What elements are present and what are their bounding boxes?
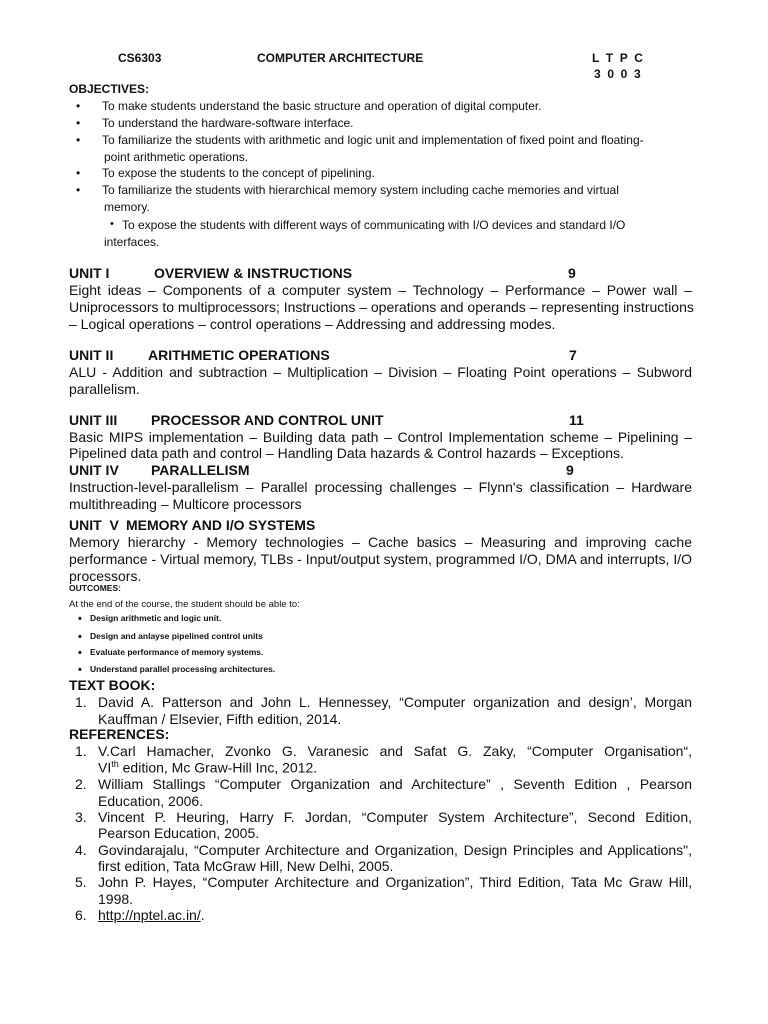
outcomes-heading: OUTCOMES: xyxy=(69,583,121,593)
objective-item: • To familiarize the students with arithmetic and logic unit and implementation of fixed point and floating- xyxy=(102,133,644,147)
reference-line: John P. Hayes, “Computer Architecture and Organization”, Third Edition, Tata Mc Graw Hill, xyxy=(98,874,692,890)
edition-sup: th xyxy=(111,759,119,769)
reference-line: Govindarajalu, “Computer Architecture and Organization, Design Principles and Applications", xyxy=(98,842,692,858)
unit-label: UNIT III xyxy=(69,412,118,428)
objective-item: • To make students understand the basic structure and operation of digital computer. xyxy=(102,99,542,113)
unit-hours: 9 xyxy=(568,265,576,281)
unit-body-line: parallelism. xyxy=(69,381,140,397)
course-code: CS6303 xyxy=(118,51,162,65)
edition-rest: edition, Mc Graw-Hill Inc, 2012. xyxy=(118,759,318,776)
references-heading: REFERENCES: xyxy=(69,726,170,742)
reference-line: first edition, Tata McGraw Hill, New Delhi, 2005. xyxy=(98,858,394,874)
edition-roman: VI xyxy=(98,759,112,776)
reference-line xyxy=(98,759,317,776)
reference-number: 5. xyxy=(75,874,87,890)
reference-line xyxy=(98,907,205,923)
outcome-item: • Design arithmetic and logic unit. xyxy=(90,613,221,623)
course-title: COMPUTER ARCHITECTURE xyxy=(257,51,424,65)
unit-hours: 11 xyxy=(569,412,584,428)
unit-label: UNIT IV xyxy=(69,462,119,478)
unit-title: ARITHMETIC OPERATIONS xyxy=(148,347,330,363)
unit-body-line: ALU - Addition and subtraction – Multiplication – Division – Floating Point operations – Subword xyxy=(69,364,692,380)
unit-body-line: Basic MIPS implementation – Building data path – Control Implementation scheme – Pipelining – xyxy=(69,429,692,445)
reference-number: 6. xyxy=(75,907,87,923)
nptel-link[interactable]: http://nptel.ac.in/ xyxy=(98,907,201,923)
reference-line: Education, 2006. xyxy=(98,793,204,809)
unit-title: PROCESSOR AND CONTROL UNIT xyxy=(151,412,384,428)
reference-number: 3. xyxy=(75,809,87,825)
ltpc-values: 3 0 0 3 xyxy=(594,67,641,81)
unit-label: UNIT II xyxy=(69,347,114,363)
reference-number: 1. xyxy=(75,743,87,759)
unit-body-line: – Logical operations – control operations – Addressing and addressing modes. xyxy=(69,316,556,332)
reference-number: 2. xyxy=(75,776,87,792)
unit-label: UNIT I xyxy=(69,265,110,281)
unit-hours: 9 xyxy=(566,462,574,478)
objective-item: • To expose the students to the concept of pipelining. xyxy=(102,166,375,180)
link-tail: . xyxy=(200,907,205,923)
textbook-number: 1. xyxy=(75,694,87,710)
unit-body-line: Eight ideas – Components of a computer system – Technology – Performance – Power wall – xyxy=(69,282,692,298)
objectives-heading: OBJECTIVES: xyxy=(69,82,150,96)
outcome-item: • Understand parallel processing architectures. xyxy=(90,664,275,674)
unit-title: PARALLELISM xyxy=(151,462,250,478)
reference-line: Pearson Education, 2005. xyxy=(98,825,260,841)
unit-body-line: Memory hierarchy - Memory technologies – Cache basics – Measuring and improving cache xyxy=(69,534,692,550)
outcome-item: • Design and anlayse pipelined control units xyxy=(90,631,263,641)
outcome-item: • Evaluate performance of memory systems. xyxy=(90,647,263,657)
reference-line: V.Carl Hamacher, Zvonko G. Varanesic and Safat G. Zaky, “Computer Organisation“, xyxy=(98,743,692,759)
unit-body-line: performance - Virtual memory, TLBs - Input/output system, programmed I/O, DMA and interrupts, I/O xyxy=(69,551,692,567)
reference-line: William Stallings “Computer Organization and Architecture” , Seventh Edition , Pearson xyxy=(98,776,692,792)
unit-label: UNIT V xyxy=(69,517,119,533)
objective-item: • To familiarize the students with hierarchical memory system including cache memories and virtual xyxy=(102,183,619,197)
reference-line: 1998. xyxy=(98,891,134,907)
unit-hours: 7 xyxy=(569,347,577,363)
outcomes-intro: At the end of the course, the student should be able to: xyxy=(69,599,300,610)
reference-line: Vincent P. Heuring, Harry F. Jordan, “Computer System Architecture”, Second Edition, xyxy=(98,809,692,825)
objective-item-cont: memory. xyxy=(104,200,150,214)
unit-body-line: multithreading – Multicore processors xyxy=(69,496,302,512)
unit-title: MEMORY AND I/O SYSTEMS xyxy=(126,517,316,533)
reference-number: 4. xyxy=(75,842,87,858)
unit-body-line: Pipelined data path and control – Handling Data hazards & Control hazards – Exceptions. xyxy=(69,445,624,461)
objective-item: • To understand the hardware-software interface. xyxy=(102,116,353,130)
unit-body-line: Uniprocessors to multiprocessors; Instructions – operations and operands – representing instructions xyxy=(69,299,694,315)
unit-title: OVERVIEW & INSTRUCTIONS xyxy=(154,265,353,281)
textbook-heading: TEXT BOOK: xyxy=(69,677,156,693)
unit-body-line: Instruction-level-parallelism – Parallel processing challenges – Flynn's classification – Hardware xyxy=(69,479,692,495)
objective-item-cont: interfaces. xyxy=(104,235,160,249)
textbook-line: Kauffman / Elsevier, Fifth edition, 2014. xyxy=(98,711,342,727)
ltpc-label: L T P C xyxy=(592,51,643,65)
unit-body-line: processors. xyxy=(69,568,142,584)
objective-item-cont: point arithmetic operations. xyxy=(104,150,249,164)
textbook-line: David A. Patterson and John L. Hennessey, “Computer organization and design’, Morgan xyxy=(98,694,692,710)
objective-item: • To expose the students with different ways of communicating with I/O devices and standard I/O xyxy=(122,218,625,232)
